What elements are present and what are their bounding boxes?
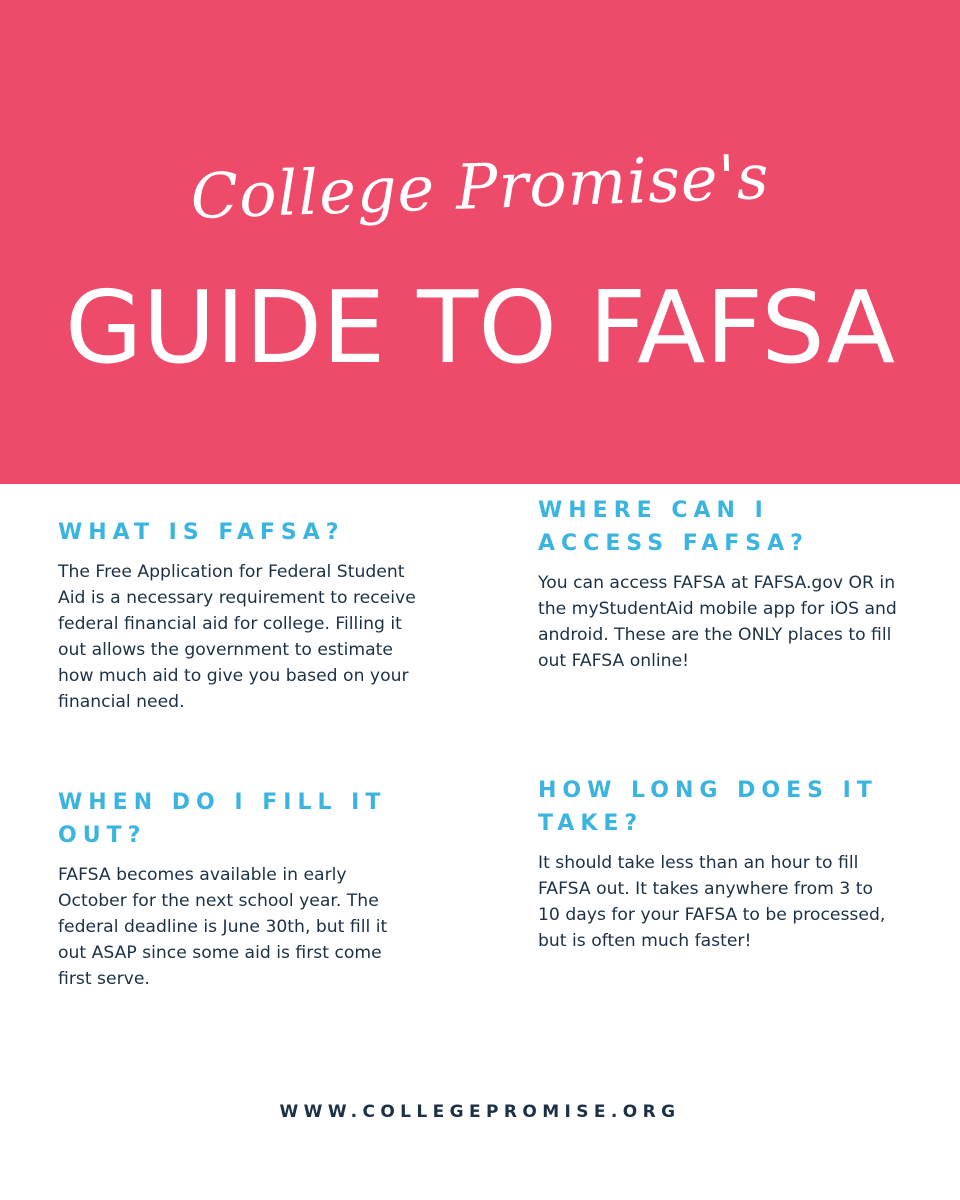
script-title: College Promise's: [189, 139, 771, 234]
section-heading: WHERE CAN I ACCESS FAFSA?: [538, 498, 809, 556]
section-body: FAFSA becomes available in early October for the next school year. The federal deadline is June 30th, but fill it out ASAP since some aid is first come first serve.: [58, 865, 388, 989]
section-what-is-fafsa: [58, 516, 418, 715]
section-where-can-i-access: [538, 494, 898, 674]
main-title: GUIDE TO FAFSA: [65, 269, 895, 386]
section-body: The Free Application for Federal Student Aid is a necessary requirement to receive federal financial aid for college. Filling it out allows the government to estimate how much aid to give you based on your financial need.: [58, 562, 416, 712]
header-banner: [0, 0, 960, 484]
section-heading: HOW LONG DOES IT TAKE?: [538, 778, 878, 836]
section-heading: WHEN DO I FILL IT OUT?: [58, 790, 387, 848]
section-heading: WHAT IS FAFSA?: [58, 520, 345, 545]
section-how-long: [538, 774, 898, 954]
footer-url: WWW.COLLEGEPROMISE.ORG: [279, 1102, 681, 1122]
section-body: It should take less than an hour to fill FAFSA out. It takes anywhere from 3 to 10 days for your FAFSA to be processed, but is often much faster!: [538, 853, 886, 951]
section-body: You can access FAFSA at FAFSA.gov OR in the myStudentAid mobile app for iOS and android. These are the ONLY places to fill out FAFSA online!: [538, 573, 897, 671]
section-when-do-i-fill: [58, 786, 418, 992]
